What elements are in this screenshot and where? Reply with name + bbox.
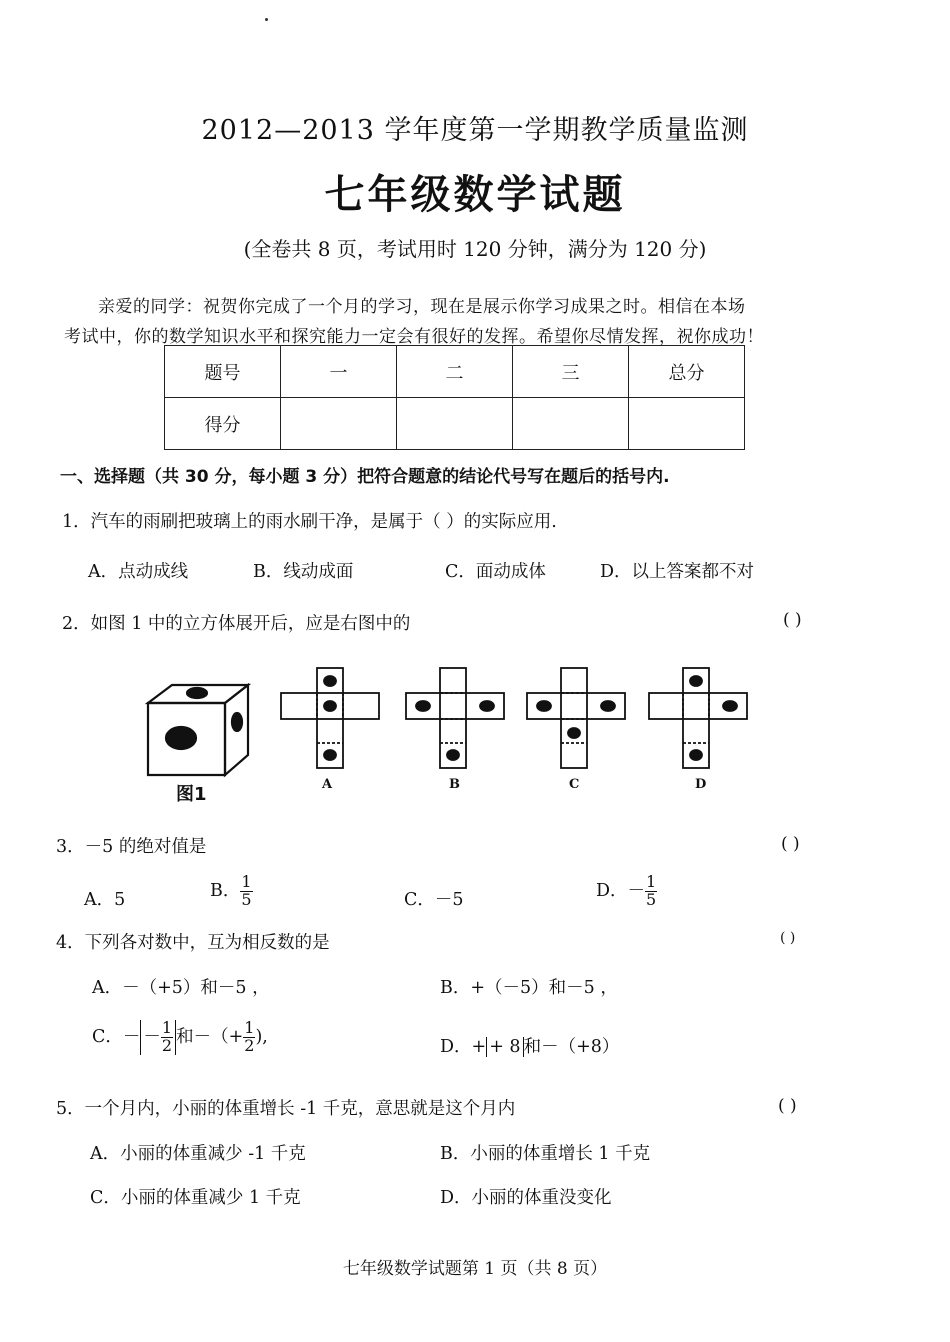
q4-c-middle: 和－（+	[176, 1026, 244, 1047]
q5-answer-bracket: ( )	[778, 1096, 797, 1116]
score-table-score-row	[165, 398, 745, 450]
page-title: 七年级数学试题	[324, 172, 626, 218]
q3-option-c: C．－5	[404, 890, 464, 910]
q4-c-denominator-2: 2	[244, 1035, 255, 1055]
net-a-label: A	[322, 777, 333, 792]
q5-option-b: B．小丽的体重增长 1 千克	[440, 1144, 651, 1164]
exam-info: (全卷共 8 页，考试用时 120 分钟，满分为 120 分)	[243, 237, 707, 261]
net-c-label: C	[569, 777, 580, 792]
page-footer: 七年级数学试题第 1 页（共 8 页）	[342, 1259, 608, 1279]
scan-speck	[265, 18, 268, 21]
q3-b-numerator: 1	[241, 872, 252, 891]
q3-d-fraction	[645, 874, 657, 909]
q3-b-fraction	[240, 874, 252, 909]
q5-option-a: A．小丽的体重减少 -1 千克	[90, 1144, 306, 1164]
q3-option-b	[210, 874, 253, 909]
score-table	[164, 345, 745, 450]
q5-option-d: D．小丽的体重没变化	[440, 1188, 612, 1208]
q4-c-numerator: 1	[161, 1018, 173, 1037]
q2-answer-bracket: ( )	[783, 610, 802, 630]
score-table-header-row	[165, 346, 745, 398]
cube-figure-1	[148, 685, 248, 775]
q3-option-d	[596, 874, 657, 909]
q4-option-d	[440, 1033, 619, 1058]
q4-c-absolute	[140, 1020, 176, 1055]
section-1-title: 一、选择题（共 30 分，每小题 3 分）把符合题意的结论代号写在题后的括号内.	[60, 467, 670, 487]
score-cell-part2: 二	[397, 346, 513, 398]
score-cell-part3: 三	[513, 346, 629, 398]
q3-d-denominator: 5	[646, 889, 657, 909]
q3-d-prefix: D．－	[596, 880, 646, 901]
q4-c-numerator-2: 1	[244, 1018, 255, 1037]
net-b	[406, 668, 504, 768]
q1-option-a: A．点动成线	[88, 562, 189, 582]
net-a	[281, 668, 379, 768]
question-4: 4．下列各对数中，互为相反数的是	[56, 933, 330, 953]
score-blank-total[interactable]	[629, 398, 745, 450]
q4-c-fraction-2	[243, 1020, 255, 1055]
intro-line-1: 亲爱的同学：祝贺你完成了一个月的学习，现在是展示你学习成果之时。相信在本场	[98, 297, 746, 317]
q5-option-c: C．小丽的体重减少 1 千克	[90, 1188, 301, 1208]
q3-d-numerator: 1	[646, 872, 657, 891]
q4-c-prefix: C．－	[92, 1026, 141, 1047]
intro-line-2: 考试中，你的数学知识水平和探究能力一定会有很好的发挥。希望你尽情发挥，祝你成功！	[64, 327, 764, 347]
q4-d-absolute: + 8	[486, 1037, 523, 1057]
score-cell-total: 总分	[629, 346, 745, 398]
question-1: 1．汽车的雨刷把玻璃上的雨水刷干净，是属于（ ）的实际应用.	[62, 512, 557, 532]
question-2: 2．如图 1 中的立方体展开后，应是右图中的	[62, 614, 411, 634]
exam-period-heading: 2012—2013 学年度第一学期教学质量监测	[201, 115, 749, 146]
q4-d-prefix: D．+	[440, 1037, 487, 1057]
score-cell-label: 题号	[165, 346, 281, 398]
q3-b-prefix: B．	[210, 880, 241, 901]
q4-c-end: ),	[255, 1026, 268, 1047]
q4-option-c	[92, 1020, 268, 1055]
score-row-label: 得分	[165, 398, 281, 450]
score-blank-1[interactable]	[281, 398, 397, 450]
net-d-label: D	[695, 777, 707, 792]
question-3: 3．－5 的绝对值是	[56, 837, 207, 857]
net-b-label: B	[449, 777, 460, 792]
q3-answer-bracket: ( )	[781, 834, 800, 854]
q3-b-denominator: 5	[241, 889, 252, 909]
score-blank-2[interactable]	[397, 398, 513, 450]
score-blank-3[interactable]	[513, 398, 629, 450]
q4-d-end: 和－（+8）	[523, 1037, 620, 1057]
q1-option-b: B．线动成面	[253, 562, 354, 582]
score-cell-part1: 一	[281, 346, 397, 398]
q4-option-a: A．－（+5）和－5 ，	[92, 978, 270, 998]
q4-c-denominator: 2	[161, 1035, 173, 1055]
q1-option-c: C．面动成体	[445, 562, 546, 582]
q4-c-fraction	[161, 1020, 173, 1055]
question-5: 5．一个月内，小丽的体重增长 -1 千克，意思就是这个月内	[56, 1099, 516, 1119]
q4-option-b: B．+（－5）和－5 ，	[440, 978, 618, 998]
figure-1-caption: 图1	[176, 784, 207, 805]
q1-option-d: D．以上答案都不对	[600, 562, 755, 582]
q4-c-abs-sign: －	[143, 1026, 161, 1047]
net-d	[649, 668, 747, 768]
q3-option-a: A．5	[84, 890, 126, 910]
q4-answer-bracket: ( )	[780, 930, 796, 946]
net-c	[527, 668, 625, 768]
